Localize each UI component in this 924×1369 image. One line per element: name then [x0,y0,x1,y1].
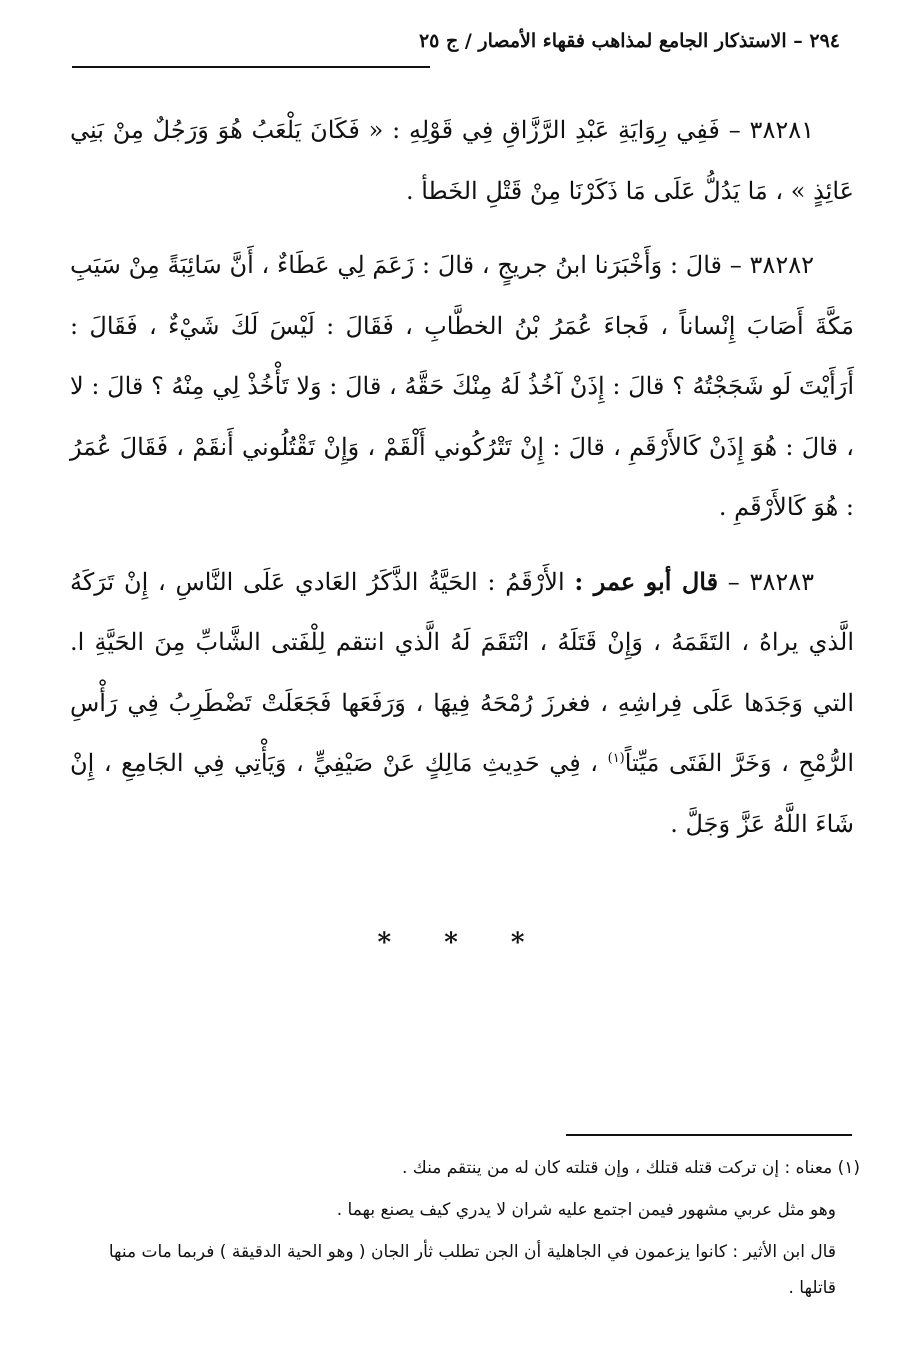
speaker-label: قال أبو عمر : [574,566,719,596]
footnote-reference[interactable]: (١) [607,751,625,766]
paragraph-text-continued: ، فِي حَدِيثِ مَالِكٍ عَنْ صَيْفِيٍّ ، وَيَأْتِي فِي الجَامِعِ ، إِنْ شَاءَ اللَّهُ عَزَّ وَجَلَّ . [70,749,854,838]
footnotes [80,1150,860,1312]
header-rule [72,66,430,68]
footnote-1-continuation: قال ابن الأثير : كانوا يزعمون في الجاهلية أن الجن تطلب ثأر الجان ( وهو الحية الدقيقة ) فربما مات منها قاتلها . [108,1242,836,1298]
footnote-1-continuation: وهو مثل عربي مشهور فيمن اجتمع عليه شران لا يدري كيف يصنع بهما . [336,1200,836,1220]
section-separator: * * * [377,928,547,958]
paragraph-number: ٣٨٢٨١ – [728,116,814,144]
paragraph-text: قالَ : وَأَخْبَرَنا ابنُ جريجٍ ، قالَ : زَعَمَ لِي عَطَاءٌ ، أَنَّ سَائِبَةً مِنْ سَيَبِ مَكَّةَ أَصَابَ إِنْساناً ، فَجاءَ عُمَرُ بْنُ الخطَّابِ ، فَقَالَ : لَيْسَ لَكَ شَيْءٌ ، فَقَالَ : أَرَأَيْتَ لَو شَجَجْتُهُ ؟ قالَ : إِذَنْ آخُذُ لَهُ مِنْكَ حَقَّهُ ، قالَ : وَلا تَأْخُذْ لِي مِنْهُ ؟ قالَ : لا ، قالَ : هُوَ إِذَنْ كَالأَرْقَمِ ، قالَ : إِنْ تَتْرُكُوني أَلْقَمْ ، وَإِنْ تَقْتُلُوني أَنقَمْ ، فَقَالَ عُمَرُ : هُوَ كَالأَرْقَمِ . [70,251,854,521]
footnote-1: (١) معناه : إن تركت قتله قتلك ، وإن قتلته كان له من ينتقم منك . [401,1158,860,1178]
paragraph-text: الأَرْقَمُ : الحَيَّةُ الذَّكَرُ العَادي عَلَى النَّاسِ ، إِنْ تَرَكَهُ الَّذي يراهُ ، التَقَمَهُ ، وَإِنْ قَتَلَهُ ، انْتَقَمَ لَهُ الَّذي انتقم لِلْفَتى الشَّابِّ مِنَ الحَيَّةِ ا. التي وَجَدَها عَلَى فِراشِهِ ، فغرزَ رُمْحَهُ فِيهَا ، وَرَفَعَها فَجَعَلَتْ تَضْطَرِبُ فِي رَأْسِ الرُّمْحِ ، وَخَرَّ الفَتَى مَيِّتاً [70,567,854,777]
paragraph-38282 [70,235,854,538]
paragraph-number: ٣٨٢٨٣ – [727,567,814,596]
main-text [70,100,854,868]
paragraph-text: فَفِي رِوَايَةِ عَبْدِ الرَّزَّاقِ فِي قَوْلِهِ : « فَكَانَ يَلْعَبُ هُوَ وَرَجُلٌ مِنْ بَنِي عَائِذٍ » ، مَا يَدُلُّ عَلَى مَا ذَكَرْنَا مِنْ قَتْلِ الخَطأ . [70,116,854,205]
paragraph-38281 [70,100,854,221]
running-header: ٢٩٤ – الاستذكار الجامع لمذاهب فقهاء الأمصار / ج ٢٥ [418,30,840,52]
footnote-rule [566,1134,852,1136]
paragraph-38283 [70,552,854,855]
paragraph-number: ٣٨٢٨٢ – [729,251,814,279]
